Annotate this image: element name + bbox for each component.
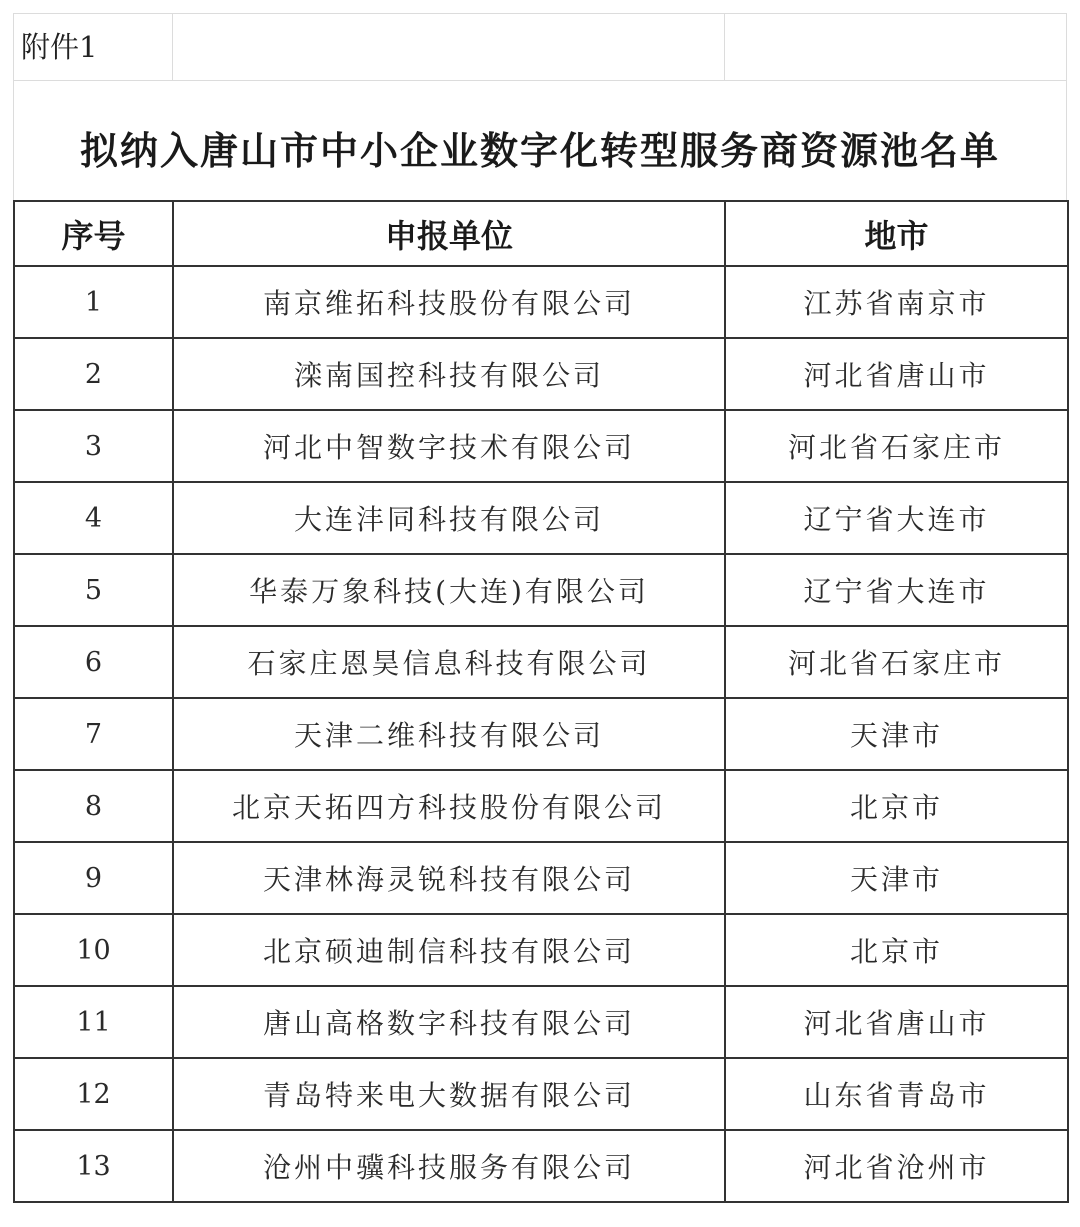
table-row: [14, 1058, 1068, 1130]
table-row: [14, 626, 1068, 698]
row-city: 河北省沧州市: [725, 1130, 1068, 1202]
header-city: 地市: [725, 201, 1068, 266]
row-city: 北京市: [725, 770, 1068, 842]
row-number: 6: [14, 626, 173, 698]
row-number: 11: [14, 986, 173, 1058]
provider-table: [13, 200, 1069, 1203]
row-number: 13: [14, 1130, 173, 1202]
row-company: 沧州中骥科技服务有限公司: [173, 1130, 725, 1202]
row-number: 5: [14, 554, 173, 626]
row-city: 河北省石家庄市: [725, 626, 1068, 698]
row-city: 北京市: [725, 914, 1068, 986]
row-company: 南京维拓科技股份有限公司: [173, 266, 725, 338]
row-company: 青岛特来电大数据有限公司: [173, 1058, 725, 1130]
row-company: 唐山高格数字科技有限公司: [173, 986, 725, 1058]
row-company: 华泰万象科技(大连)有限公司: [173, 554, 725, 626]
table-row: [14, 986, 1068, 1058]
row-company: 天津林海灵锐科技有限公司: [173, 842, 725, 914]
grid-divider: [172, 14, 173, 81]
attachment-row: [14, 14, 1066, 81]
table-header-row: [14, 201, 1068, 266]
row-number: 12: [14, 1058, 173, 1130]
row-number: 4: [14, 482, 173, 554]
row-number: 3: [14, 410, 173, 482]
row-city: 河北省石家庄市: [725, 410, 1068, 482]
row-number: 2: [14, 338, 173, 410]
attachment-label: 附件1: [21, 30, 98, 64]
table-row: [14, 770, 1068, 842]
row-city: 天津市: [725, 842, 1068, 914]
document-sheet: [13, 13, 1067, 1217]
row-company: 滦南国控科技有限公司: [173, 338, 725, 410]
row-number: 7: [14, 698, 173, 770]
header-grid: [13, 13, 1067, 200]
row-number: 1: [14, 266, 173, 338]
row-company: 北京天拓四方科技股份有限公司: [173, 770, 725, 842]
table-row: [14, 914, 1068, 986]
row-company: 北京硕迪制信科技有限公司: [173, 914, 725, 986]
row-city: 江苏省南京市: [725, 266, 1068, 338]
row-number: 8: [14, 770, 173, 842]
row-city: 河北省唐山市: [725, 338, 1068, 410]
row-city: 辽宁省大连市: [725, 482, 1068, 554]
row-company: 石家庄恩昊信息科技有限公司: [173, 626, 725, 698]
row-number: 10: [14, 914, 173, 986]
table-row: [14, 482, 1068, 554]
row-city: 天津市: [725, 698, 1068, 770]
table-row: [14, 1130, 1068, 1202]
header-no: 序号: [14, 201, 173, 266]
document-title: 拟纳入唐山市中小企业数字化转型服务商资源池名单: [79, 129, 1000, 173]
row-city: 辽宁省大连市: [725, 554, 1068, 626]
row-number: 9: [14, 842, 173, 914]
row-city: 河北省唐山市: [725, 986, 1068, 1058]
grid-divider: [724, 14, 725, 81]
table-row: [14, 266, 1068, 338]
table-row: [14, 338, 1068, 410]
row-city: 山东省青岛市: [725, 1058, 1068, 1130]
table-row: [14, 698, 1068, 770]
row-company: 河北中智数字技术有限公司: [173, 410, 725, 482]
row-company: 大连沣同科技有限公司: [173, 482, 725, 554]
table-row: [14, 410, 1068, 482]
row-company: 天津二维科技有限公司: [173, 698, 725, 770]
table-row: [14, 554, 1068, 626]
table-row: [14, 842, 1068, 914]
header-unit: 申报单位: [173, 201, 725, 266]
